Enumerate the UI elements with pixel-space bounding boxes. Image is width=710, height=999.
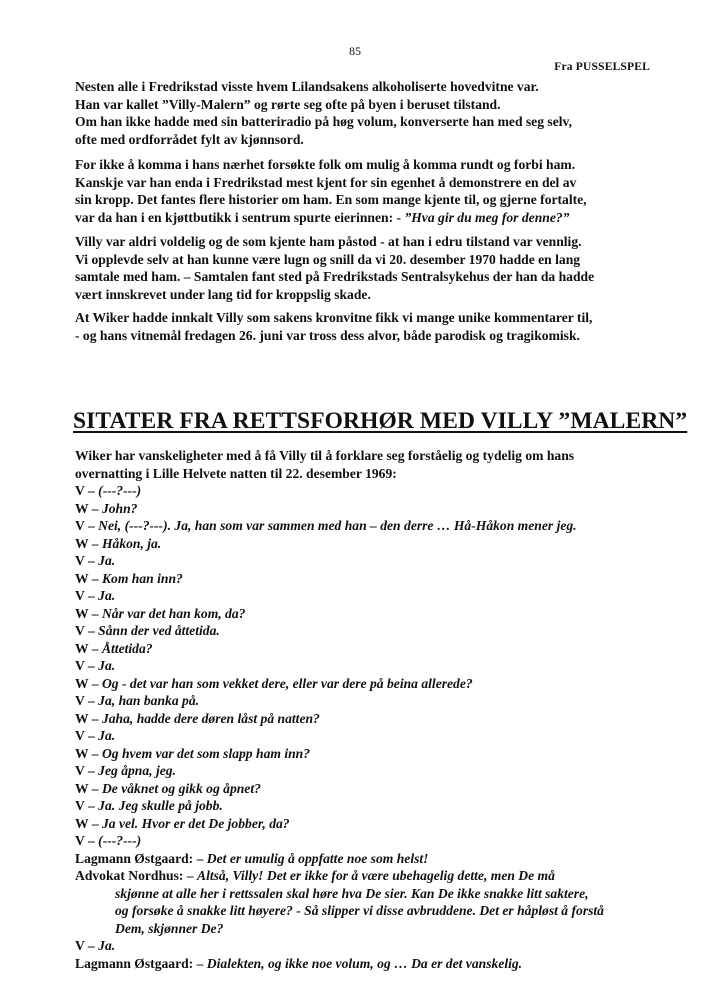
section-heading: SITATER FRA RETTSFORHØR MED VILLY ”MALERN”: [73, 408, 688, 434]
speech-text: Ja. Jeg skulle på jobb.: [98, 798, 223, 813]
speech-continuation: Dem, skjønner De?: [115, 920, 224, 936]
dialogue-line: [75, 587, 675, 605]
speech-text: Ja.: [98, 553, 116, 568]
speaker-label: Advokat Nordhus: –: [75, 868, 197, 883]
dialogue-line: [75, 955, 675, 973]
speaker-label: V –: [75, 658, 99, 673]
speaker-label: W –: [75, 500, 102, 516]
text-line: Nesten alle i Fredrikstad visste hvem Lilandsakens alkoholiserte hovedvitne var.: [75, 79, 539, 94]
speaker-label: V –: [75, 693, 99, 708]
intro-line: overnatting i Lille Helvete natten til 22. desember 1969:: [75, 465, 397, 481]
speaker-label: W –: [75, 710, 102, 726]
dialogue-line: [75, 780, 675, 798]
dialogue-line: [75, 745, 675, 763]
page-number: 85: [349, 44, 361, 58]
dialogue-line: [75, 692, 675, 710]
speaker-label: V –: [75, 938, 99, 953]
speech-text: Ja.: [98, 938, 116, 953]
dialogue-line: [75, 727, 675, 745]
speaker-label: W –: [75, 780, 102, 796]
speech-text: Og - det var han som vekket dere, eller var dere på beina allerede?: [101, 675, 473, 691]
text-line: Villy var aldri voldelig og de som kjente ham påstod - at han i edru tilstand var vennlig.: [75, 234, 582, 249]
speaker-label: W –: [75, 745, 102, 761]
speech-text: Ja.: [98, 658, 116, 673]
text-line: Vi opplevde selv at han kunne være lugn og snill da vi 20. desember 1970 hadde en lang: [75, 251, 581, 267]
text-line: For ikke å komma i hans nærhet forsøkte folk om mulig å komma rundt og forbi ham.: [75, 157, 576, 172]
speaker-label: V –: [75, 833, 99, 848]
speech-text: Dialekten, og ikke noe volum, og … Da er det vanskelig.: [206, 955, 523, 971]
dialogue-line: [75, 605, 675, 623]
speech-text: Når var det han kom, da?: [101, 605, 246, 621]
text-span: var da han i en kjøttbutikk i sentrum spurte eierinnen: -: [75, 209, 405, 225]
speech-text: Det er umulig å oppfatte noe som helst!: [206, 850, 429, 866]
speech-text: Altså, Villy! Det er ikke for å være ubehagelig dette, men De må: [197, 868, 555, 883]
speech-text: Ja.: [98, 588, 116, 603]
dialogue-line: [75, 867, 675, 885]
dialogue-line: [75, 482, 675, 500]
speaker-label: V –: [75, 588, 99, 603]
transcript: [75, 447, 675, 972]
speech-text: Sånn der ved åttetida.: [98, 623, 220, 638]
speaker-label: V –: [75, 553, 99, 568]
speech-text: (---?---): [98, 833, 142, 848]
dialogue-lines: [75, 482, 675, 972]
speech-continuation: og forsøke å snakke litt høyere? - Så slipper vi disse avbruddene. Det er håpløst å forstå: [115, 903, 604, 918]
speaker-label: W –: [75, 675, 102, 691]
speaker-label: Lagmann Østgaard: –: [75, 955, 207, 971]
text-line: sin kropp. Det fantes flere historier om ham. En som mange kjente til, og gjerne fortalte,: [75, 192, 587, 207]
shop-quote: ”Hva gir du meg for denne?”: [404, 209, 570, 225]
speech-text: Nei, (---?---). Ja, han som var sammen med han – den derre … Hå-Håkon mener jeg.: [98, 518, 577, 533]
text-line: Han var kallet ”Villy-Malern” og rørte seg ofte på byen i beruset tilstand.: [75, 96, 501, 112]
dialogue-line: [75, 850, 675, 868]
dialogue-line: [75, 832, 675, 850]
dialogue-line: [75, 622, 675, 640]
dialogue-line: [75, 657, 675, 675]
speech-text: Kom han inn?: [101, 570, 183, 586]
speaker-label: V –: [75, 763, 99, 778]
paragraph-4: [75, 309, 665, 344]
dialogue-line: [75, 762, 675, 780]
speaker-label: V –: [75, 798, 99, 813]
speech-text: Ja.: [98, 728, 116, 743]
speaker-label: V –: [75, 518, 99, 533]
text-line: - og hans vitnemål fredagen 26. juni var tross dess alvor, både parodisk og tragikomisk.: [75, 327, 580, 343]
speaker-label: W –: [75, 815, 102, 831]
text-line: vært innskrevet under lang tid for kroppslig skade.: [75, 286, 371, 302]
speech-text: Jaha, hadde dere døren låst på natten?: [101, 710, 320, 726]
speech-text: Åttetida?: [101, 640, 153, 656]
speech-text: Jeg åpna, jeg.: [98, 763, 176, 778]
text-line: [75, 209, 665, 227]
dialogue-line: [75, 640, 675, 658]
intro-line: Wiker har vanskeligheter med å få Villy til å forklare seg forståelig og tydelig om hans: [75, 448, 575, 463]
dialogue-line: [75, 675, 675, 693]
text-line: samtale med ham. – Samtalen fant sted på Fredrikstads Sentralsykehus der han da hadde: [75, 269, 595, 284]
text-line: At Wiker hadde innkalt Villy som sakens kronvitne fikk vi mange unike kommentarer til,: [75, 310, 593, 325]
speaker-label: W –: [75, 605, 102, 621]
speaker-label: V –: [75, 728, 99, 743]
speaker-label: Lagmann Østgaard: –: [75, 850, 207, 866]
speech-text: John?: [101, 500, 138, 516]
source-header: Fra PUSSELSPEL: [554, 61, 650, 73]
text-line: Kanskje var han enda i Fredrikstad mest kjent for sin egenhet å demonstrere en del av: [75, 174, 577, 190]
speaker-label: V –: [75, 623, 99, 638]
dialogue-line: [75, 535, 675, 553]
dialogue-line: [75, 797, 675, 815]
paragraph-2: [75, 156, 665, 226]
speech-text: Håkon, ja.: [101, 535, 162, 551]
speaker-label: W –: [75, 535, 102, 551]
paragraph-3: [75, 233, 665, 303]
speech-text: Ja vel. Hvor er det De jobber, da?: [101, 815, 290, 831]
dialogue-line: [75, 937, 675, 955]
dialogue-line: [75, 570, 675, 588]
dialogue-line: [75, 552, 675, 570]
speech-text: Ja, han banka på.: [98, 693, 200, 708]
speaker-label: W –: [75, 640, 102, 656]
dialogue-line: [75, 517, 675, 535]
speech-text: Og hvem var det som slapp ham inn?: [101, 745, 311, 761]
paragraph-1: [75, 78, 665, 148]
speech-text: (---?---): [98, 483, 142, 498]
dialogue-line: [75, 815, 675, 833]
text-line: Om han ikke hadde med sin batteriradio på høg volum, konverserte han med seg selv,: [75, 114, 572, 129]
dialogue-line: [75, 500, 675, 518]
speaker-label: V –: [75, 483, 99, 498]
speech-continuation: skjønne at alle her i rettssalen skal høre hva De sier. Kan De ikke snakke litt saktere,: [115, 885, 589, 901]
dialogue-line: [75, 710, 675, 728]
text-line: ofte med ordforrådet fylt av kjønnsord.: [75, 131, 304, 147]
speaker-label: W –: [75, 570, 102, 586]
speech-text: De våknet og gikk og åpnet?: [101, 780, 261, 796]
